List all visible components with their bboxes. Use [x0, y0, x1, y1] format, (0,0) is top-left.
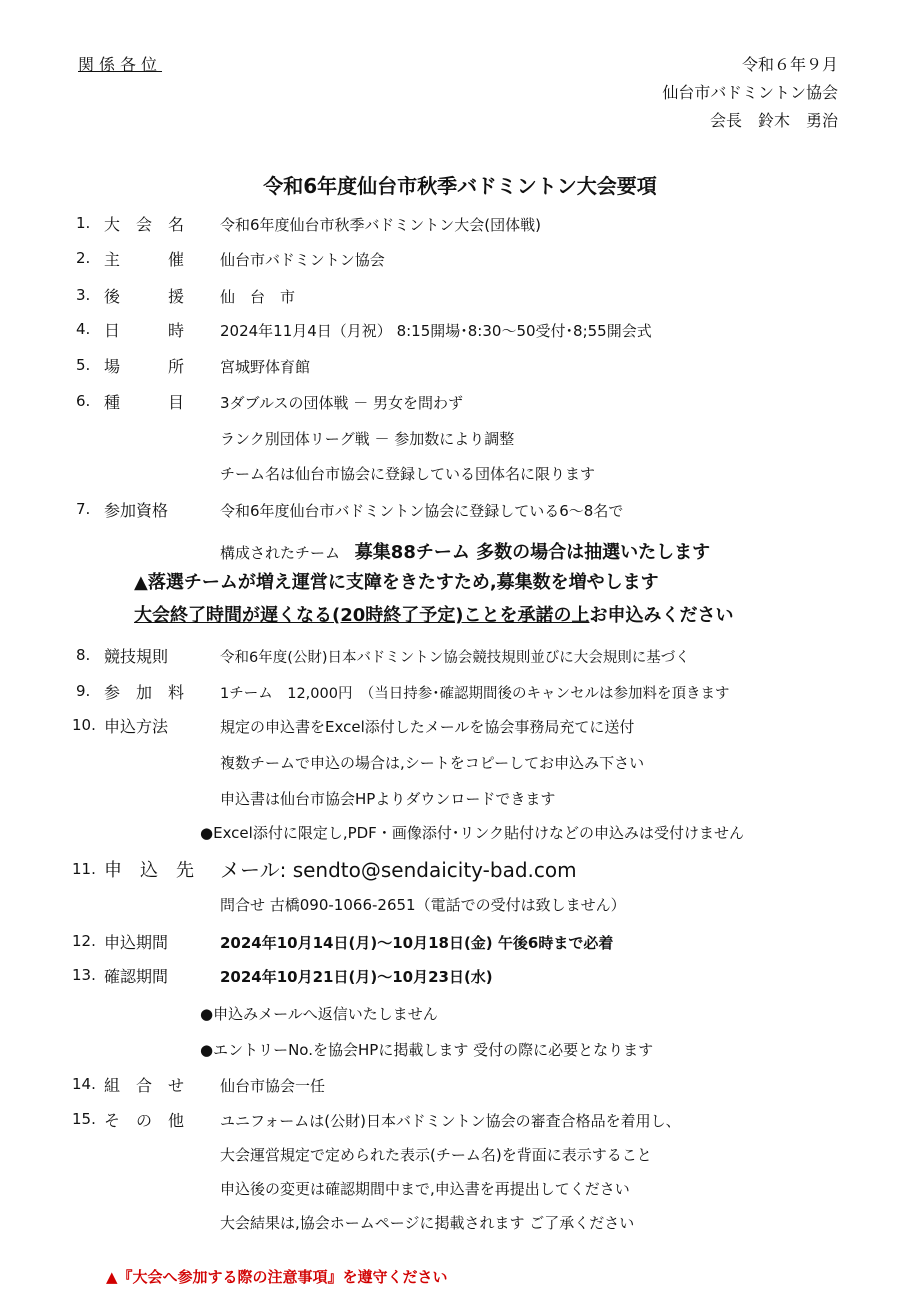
item-number: 15. [72, 1110, 96, 1128]
application-period: 2024年10月14日(月)～10月18日(金) 午後6時まで必着 [220, 934, 614, 952]
item-number: 9. [76, 682, 91, 700]
confirmation-period: 2024年10月21日(月)～10月23日(水) [220, 968, 493, 986]
item-number: 14. [72, 1075, 96, 1093]
item-value: ユニフォームは(公財)日本バドミントン協会の審査合格品を着用し、 [220, 1112, 681, 1130]
contact-email: メール: sendto@sendaicity-bad.com [220, 858, 577, 882]
item-value: 令和6年度仙台市バドミントン協会に登録している6～8名で [220, 502, 624, 520]
item-number: 7. [76, 500, 91, 518]
item-detail: ランク別団体リーグ戦 － 参加数により調整 [220, 430, 515, 448]
item-value: 仙台市バドミントン協会 [220, 251, 385, 269]
item-detail: 申込後の変更は確認期間中まで,申込書を再提出してください [220, 1180, 630, 1198]
president-name: 会長 鈴木 勇治 [709, 111, 838, 130]
item-value: 規定の申込書をExcel添付したメールを協会事務局充てに送付 [220, 718, 635, 736]
item-detail: 複数チームで申込の場合は,シートをコピーしてお申込み下さい [220, 754, 645, 772]
item-label: 競技規則 [104, 647, 169, 666]
item-label: 参 加 料 [104, 683, 185, 702]
issue-date: 令和６年９月 [741, 55, 838, 74]
attachment-note: ●Excel添付に限定し,PDF・画像添付･リンク貼付けなどの申込みは受付けません [200, 824, 745, 842]
item-number: 11. [72, 860, 96, 878]
item-label: そ の 他 [104, 1111, 185, 1130]
item-detail: 大会結果は,協会ホームページに掲載されます ご了承ください [220, 1214, 635, 1232]
end-time-consent: 大会終了時間が遅くなる(20時終了予定)ことを承諾の上 [134, 605, 590, 626]
item-value: 宮城野体育館 [220, 358, 311, 376]
apply-request: お申込みください [589, 605, 734, 626]
item-label: 日 時 [104, 321, 185, 340]
addressee: 関係各位 [78, 55, 163, 74]
item-detail: チーム名は仙台市協会に登録している団体名に限ります [220, 465, 596, 483]
document-title: 令和6年度仙台市秋季バドミントン大会要項 [263, 174, 657, 198]
item-value: 仙台市協会一任 [220, 1077, 326, 1095]
item-label: 組 合 せ [104, 1076, 185, 1095]
item-detail: 申込書は仙台市協会HPよりダウンロードできます [220, 790, 556, 808]
issuing-organization: 仙台市バドミントン協会 [662, 83, 838, 102]
item-number: 8. [76, 646, 91, 664]
item-value: 令和6年度(公財)日本バドミントン協会競技規則並びに大会規則に基づく [220, 650, 690, 666]
end-time-notice [134, 601, 734, 627]
item-label: 申 込 先 [104, 860, 194, 881]
item-label: 主 催 [104, 250, 185, 269]
item-value: 仙 台 市 [220, 288, 296, 306]
item-number: 10. [72, 716, 96, 734]
item-detail [220, 538, 710, 564]
item-label: 種 目 [104, 393, 185, 412]
item-label: 確認期間 [104, 967, 169, 986]
team-composition-text: 構成されたチーム [220, 544, 341, 562]
item-label: 大 会 名 [104, 215, 185, 234]
item-number: 5. [76, 356, 91, 374]
recruitment-emphasis: 募集88チーム 多数の場合は抽選いたします [354, 542, 711, 563]
item-label: 参加資格 [104, 501, 169, 520]
item-number: 3. [76, 286, 91, 304]
item-number: 1. [76, 214, 91, 232]
item-number: 13. [72, 966, 96, 984]
no-reply-note: ●申込みメールへ返信いたしません [200, 1005, 438, 1023]
item-number: 6. [76, 392, 91, 410]
item-number: 2. [76, 249, 91, 267]
participation-rules-notice: ▲『大会へ参加する際の注意事項』を遵守ください [106, 1268, 448, 1286]
item-value: 2024年11月4日（月祝） 8:15開場･8:30～50受付･8;55開会式 [220, 322, 652, 340]
item-number: 12. [72, 932, 96, 950]
recruitment-notice: ▲落選チームが増え運営に支障をきたすため,募集数を増やします [134, 572, 659, 593]
item-number: 4. [76, 320, 91, 338]
item-detail: 大会運営規定で定められた表示(チーム名)を背面に表示すること [220, 1146, 652, 1164]
item-label: 申込方法 [104, 717, 169, 736]
item-label: 申込期間 [104, 933, 169, 952]
inquiry-contact: 問合せ 古橋090-1066-2651（電話での受付は致しません） [220, 896, 626, 914]
item-value: 3ダブルスの団体戦 － 男女を問わず [220, 394, 464, 412]
item-label: 後 援 [104, 287, 185, 306]
item-label: 場 所 [104, 357, 185, 376]
entry-number-note: ●エントリーNo.を協会HPに掲載します 受付の際に必要となります [200, 1041, 654, 1059]
item-value: 令和6年度仙台市秋季バドミントン大会(団体戦) [220, 216, 541, 234]
item-value: 1チーム 12,000円 （当日持参･確認期間後のキャンセルは参加料を頂きます [220, 686, 730, 702]
